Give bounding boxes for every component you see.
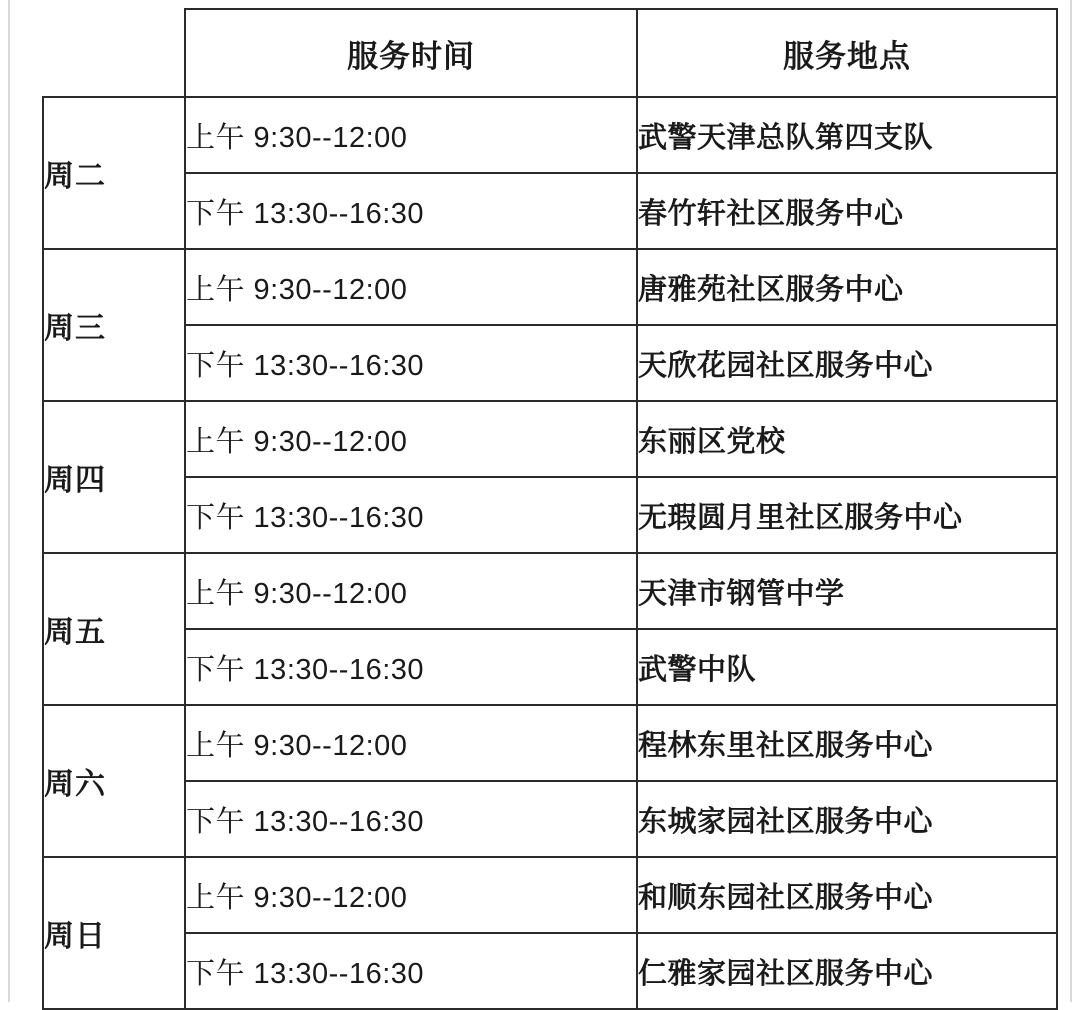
table-row bbox=[43, 401, 1057, 477]
table-header bbox=[43, 9, 1057, 97]
time-value: 下午 13:30--16:30 bbox=[185, 477, 637, 553]
place-value: 程林东里社区服务中心 bbox=[637, 705, 1057, 781]
time-value: 上午 9:30--12:00 bbox=[185, 401, 637, 477]
day-label: 周五 bbox=[43, 553, 185, 705]
table-row bbox=[43, 97, 1057, 173]
place-value: 武警天津总队第四支队 bbox=[637, 97, 1057, 173]
service-schedule-table bbox=[42, 8, 1058, 1010]
time-value: 下午 13:30--16:30 bbox=[185, 933, 637, 1009]
time-value: 上午 9:30--12:00 bbox=[185, 249, 637, 325]
table-row bbox=[43, 933, 1057, 1009]
place-value: 无瑕圆月里社区服务中心 bbox=[637, 477, 1057, 553]
day-label: 周六 bbox=[43, 705, 185, 857]
day-label: 周三 bbox=[43, 249, 185, 401]
place-value: 仁雅家园社区服务中心 bbox=[637, 933, 1057, 1009]
table-row bbox=[43, 477, 1057, 553]
place-value: 天津市钢管中学 bbox=[637, 553, 1057, 629]
time-value: 上午 9:30--12:00 bbox=[185, 705, 637, 781]
header-cell-time: 服务时间 bbox=[185, 9, 637, 97]
table-row bbox=[43, 705, 1057, 781]
place-value: 东城家园社区服务中心 bbox=[637, 781, 1057, 857]
table-row bbox=[43, 249, 1057, 325]
place-value: 武警中队 bbox=[637, 629, 1057, 705]
time-value: 下午 13:30--16:30 bbox=[185, 325, 637, 401]
time-value: 上午 9:30--12:00 bbox=[185, 97, 637, 173]
table-header-row bbox=[43, 9, 1057, 97]
schedule-table-container bbox=[42, 8, 1058, 1010]
time-value: 下午 13:30--16:30 bbox=[185, 173, 637, 249]
place-value: 唐雅苑社区服务中心 bbox=[637, 249, 1057, 325]
day-label: 周四 bbox=[43, 401, 185, 553]
time-value: 下午 13:30--16:30 bbox=[185, 629, 637, 705]
table-row bbox=[43, 173, 1057, 249]
time-value: 上午 9:30--12:00 bbox=[185, 553, 637, 629]
place-value: 天欣花园社区服务中心 bbox=[637, 325, 1057, 401]
place-value: 东丽区党校 bbox=[637, 401, 1057, 477]
place-value: 春竹轩社区服务中心 bbox=[637, 173, 1057, 249]
place-value: 和顺东园社区服务中心 bbox=[637, 857, 1057, 933]
table-row bbox=[43, 781, 1057, 857]
table-row bbox=[43, 325, 1057, 401]
header-cell-day bbox=[43, 9, 185, 97]
header-cell-place: 服务地点 bbox=[637, 9, 1057, 97]
day-label: 周日 bbox=[43, 857, 185, 1009]
table-body bbox=[43, 97, 1057, 1009]
time-value: 上午 9:30--12:00 bbox=[185, 857, 637, 933]
page-right-margin-rule bbox=[1070, 0, 1072, 1002]
time-value: 下午 13:30--16:30 bbox=[185, 781, 637, 857]
table-row bbox=[43, 553, 1057, 629]
page-left-margin-rule bbox=[8, 0, 10, 1002]
table-row bbox=[43, 857, 1057, 933]
day-label: 周二 bbox=[43, 97, 185, 249]
table-row bbox=[43, 629, 1057, 705]
